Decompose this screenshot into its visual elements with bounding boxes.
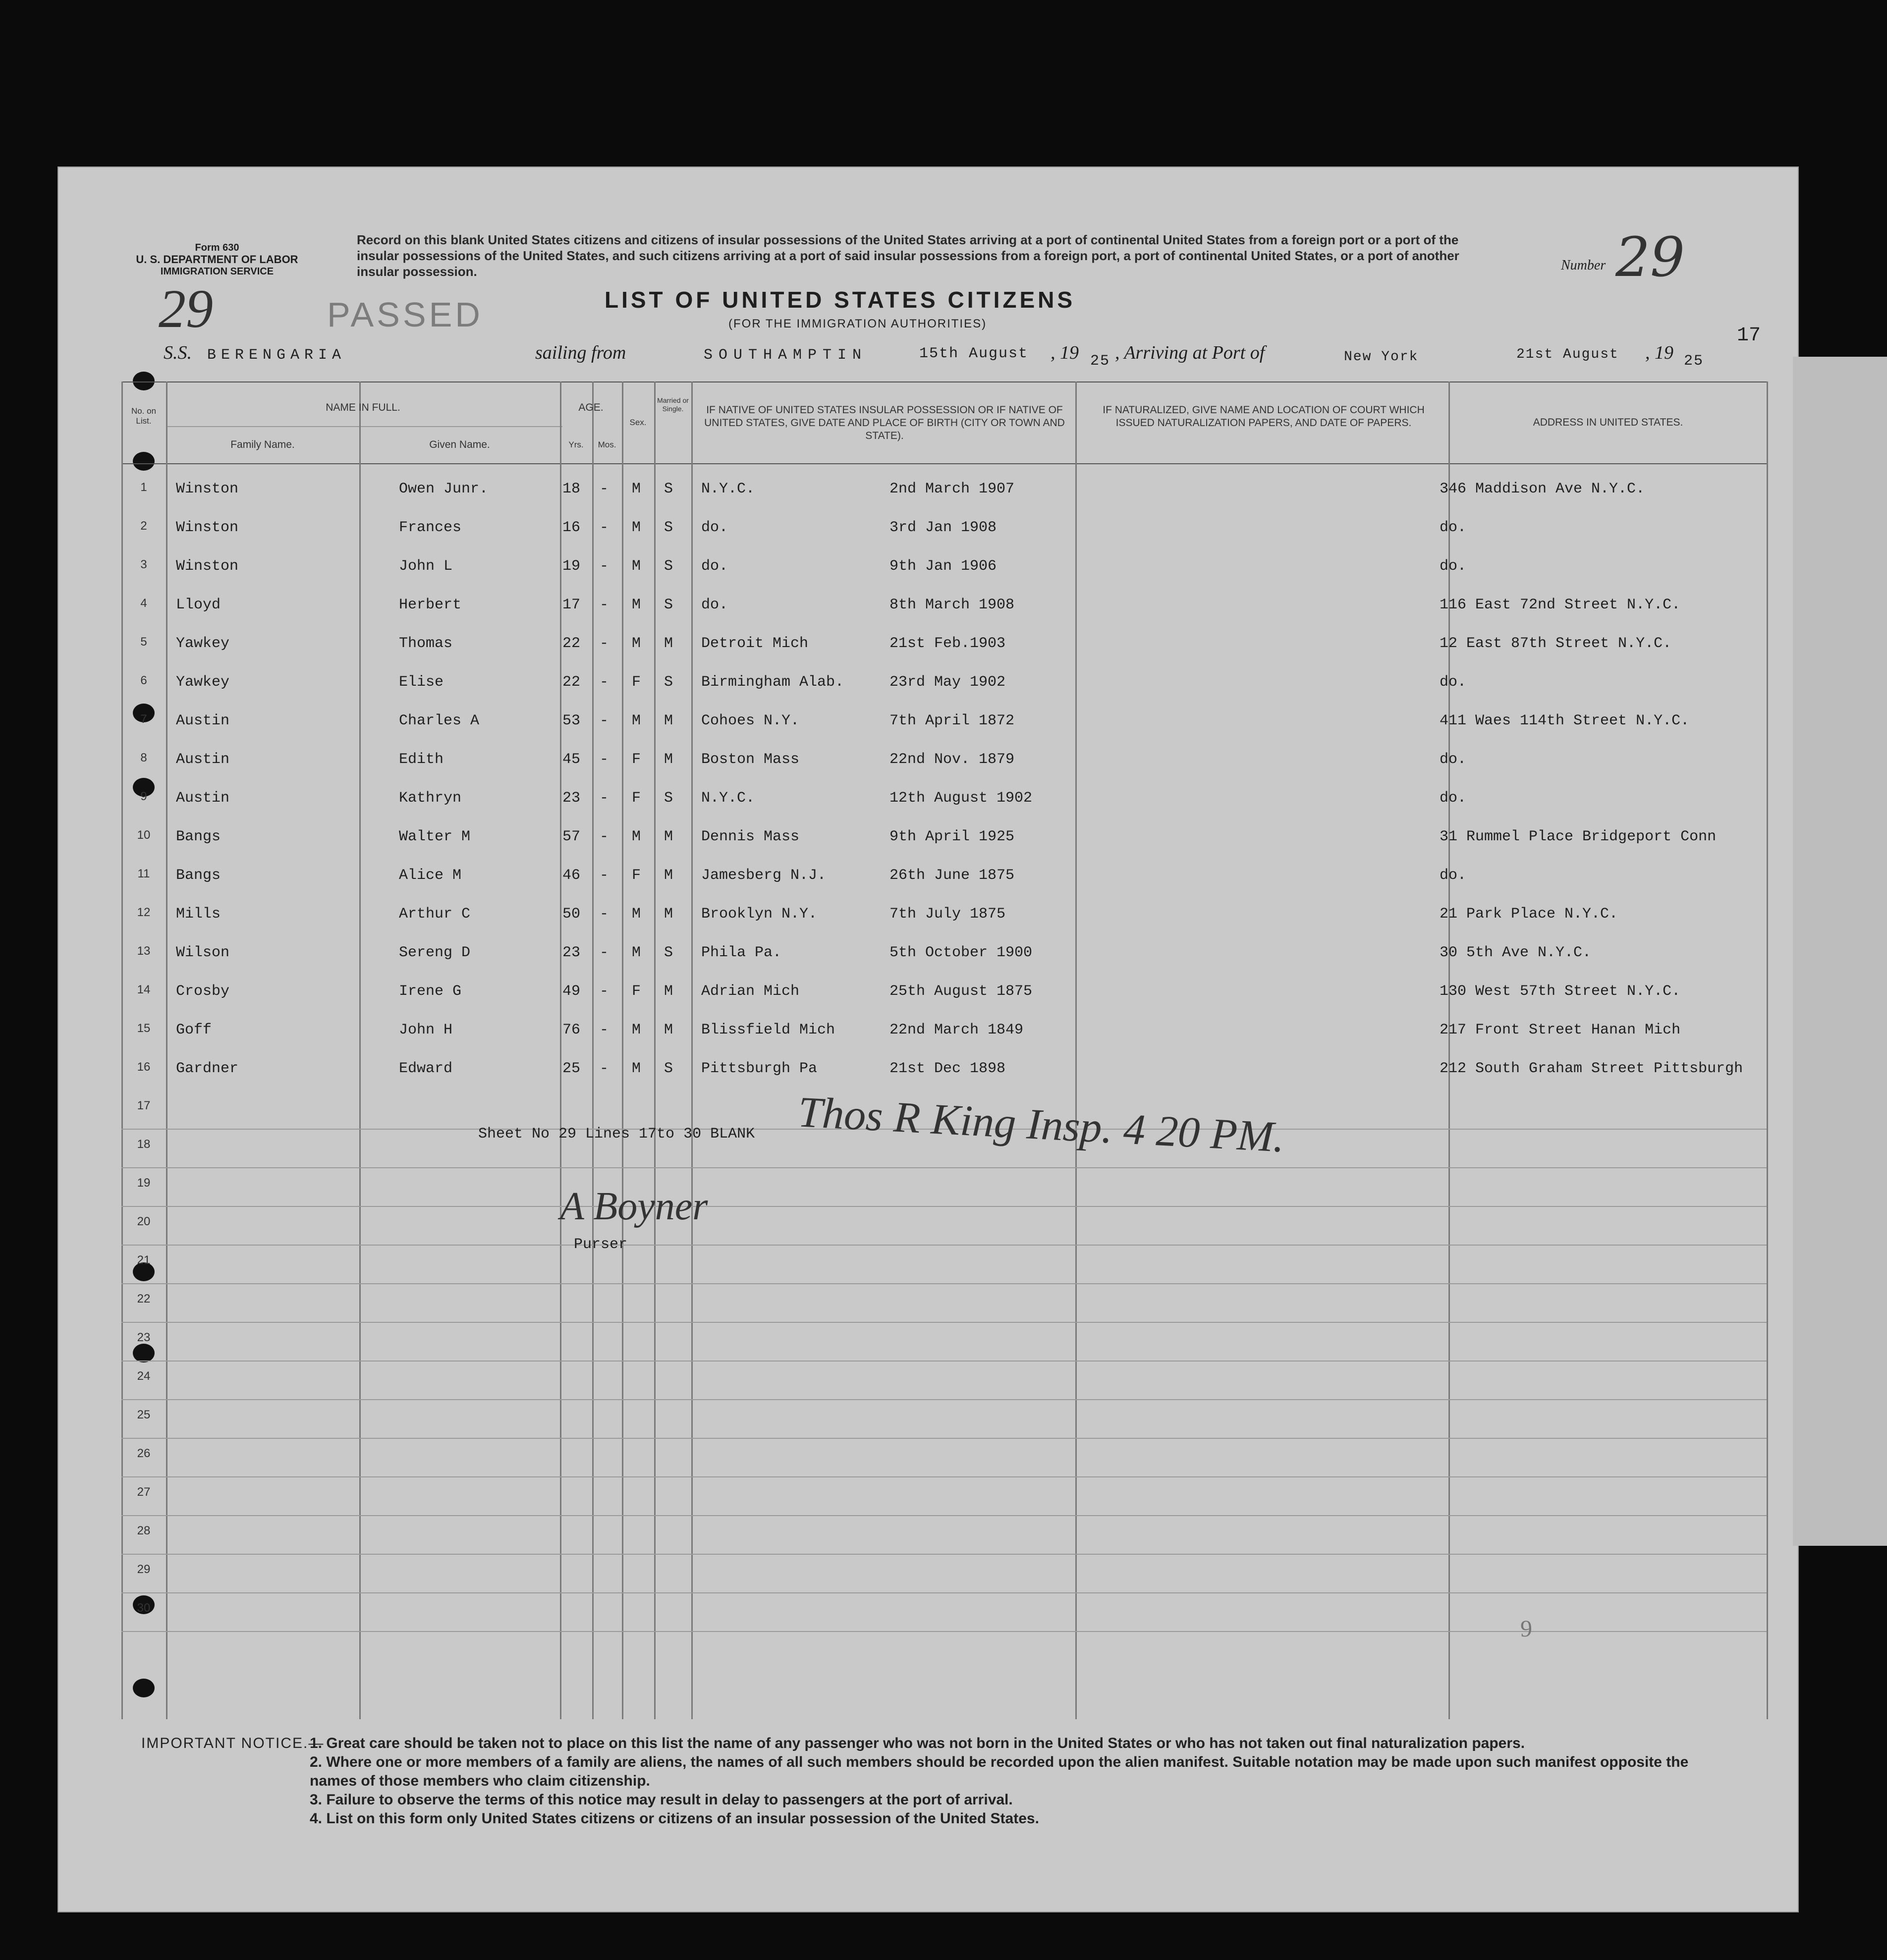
birth-date: 3rd Jan 1908 xyxy=(889,519,997,536)
age-months: - xyxy=(600,597,609,613)
blank-lines-note: Sheet No 29 Lines 17to 30 BLANK xyxy=(478,1126,755,1143)
form-identifier xyxy=(123,242,311,277)
blank-row xyxy=(121,1485,1767,1524)
family-name: Austin xyxy=(176,712,230,729)
us-address: do. xyxy=(1440,519,1467,536)
table-row xyxy=(121,867,1767,906)
marital-status: S xyxy=(664,519,673,536)
row-number: 21 xyxy=(137,1253,151,1267)
blank-row xyxy=(121,1563,1767,1601)
family-name: Winston xyxy=(176,558,239,575)
birth-date: 9th April 1925 xyxy=(889,828,1015,845)
family-name: Gardner xyxy=(176,1060,239,1077)
notice-item: 4. List on this form only United States citizens or citizens of an insular possession of the United States. xyxy=(310,1810,1039,1827)
family-name: Yawkey xyxy=(176,674,230,691)
sex: F xyxy=(632,790,641,807)
birth-date: 8th March 1908 xyxy=(889,597,1015,613)
ruled-line xyxy=(121,1554,1767,1555)
birth-place: Blissfield Mich xyxy=(701,1022,835,1038)
birth-date: 21st Dec 1898 xyxy=(889,1060,1006,1077)
birth-place: Birmingham Alab. xyxy=(701,674,844,691)
age-months: - xyxy=(600,828,609,845)
given-name: Elise xyxy=(399,674,444,691)
given-name: Arthur C xyxy=(399,906,471,923)
age-years: 53 xyxy=(562,712,581,729)
ruled-line xyxy=(121,1167,1767,1168)
family-name: Goff xyxy=(176,1022,212,1038)
age-years: 50 xyxy=(562,906,581,923)
family-name: Winston xyxy=(176,481,239,497)
row-number: 16 xyxy=(137,1060,151,1074)
sex: M xyxy=(632,558,641,575)
year-prefix-depart: , 19 xyxy=(1051,342,1079,363)
notice-item: 2. Where one or more members of a family are aliens, the names of all such members should be recorded upon the alien manifest. Suitable notation may be made upon such manifest opposite the names of those members who claim citizenship. xyxy=(310,1754,1689,1789)
family-name: Austin xyxy=(176,790,230,807)
birth-place: Pittsburgh Pa xyxy=(701,1060,818,1077)
age-years: 19 xyxy=(562,558,581,575)
age-years: 23 xyxy=(562,790,581,807)
blank-row xyxy=(121,1369,1767,1408)
row-number: 3 xyxy=(140,558,147,571)
ss-label: S.S. xyxy=(164,342,192,363)
row-number: 23 xyxy=(137,1331,151,1344)
ruled-line xyxy=(121,1283,1767,1284)
ruled-line xyxy=(121,1476,1767,1477)
family-name: Mills xyxy=(176,906,221,923)
sex: M xyxy=(632,1022,641,1038)
marital-status: M xyxy=(664,712,673,729)
family-name: Yawkey xyxy=(176,635,230,652)
birth-place: Detroit Mich xyxy=(701,635,809,652)
header-birth: IF NATIVE OF UNITED STATES INSULAR POSSESSION OR IF NATIVE OF UNITED STATES, GIVE DATE AND PLACE OF BIRTH (CITY OR TOWN AND STATE). xyxy=(704,404,1065,441)
birth-date: 7th April 1872 xyxy=(889,712,1015,729)
family-name: Bangs xyxy=(176,828,221,845)
ruled-line xyxy=(121,1399,1767,1400)
birth-date: 7th July 1875 xyxy=(889,906,1006,923)
table-row xyxy=(121,519,1767,558)
given-name: Charles A xyxy=(399,712,480,729)
birth-date: 26th June 1875 xyxy=(889,867,1015,884)
marital-status: S xyxy=(664,558,673,575)
row-number: 7 xyxy=(140,712,147,726)
port-to: New York xyxy=(1344,349,1419,365)
sex: M xyxy=(632,1060,641,1077)
form-number: Form 630 xyxy=(195,242,239,253)
us-address: 21 Park Place N.Y.C. xyxy=(1440,906,1618,923)
page-title: LIST OF UNITED STATES CITIZENS xyxy=(605,287,1076,313)
purser-label: Purser xyxy=(574,1236,628,1253)
given-name: Irene G xyxy=(399,983,462,1000)
us-address: 411 Waes 114th Street N.Y.C. xyxy=(1440,712,1690,729)
birth-date: 9th Jan 1906 xyxy=(889,558,997,575)
row-number: 4 xyxy=(140,597,147,610)
age-months: - xyxy=(600,790,609,807)
blank-row xyxy=(121,1331,1767,1369)
birth-place: N.Y.C. xyxy=(701,481,755,497)
row-number: 1 xyxy=(140,481,147,494)
year-prefix-arrive: , 19 xyxy=(1645,342,1673,363)
department: U. S. DEPARTMENT OF LABOR xyxy=(136,253,298,266)
inspector-note: Thos R King Insp. 4 20 PM. xyxy=(797,1088,1286,1162)
header-married-single: Married or Single. xyxy=(657,396,689,413)
marital-status: M xyxy=(664,983,673,1000)
age-months: - xyxy=(600,481,609,497)
depart-year: 25 xyxy=(1090,353,1110,370)
birth-date: 23rd May 1902 xyxy=(889,674,1006,691)
given-name: Thomas xyxy=(399,635,453,652)
header-yrs: Yrs. xyxy=(568,440,584,449)
important-notice xyxy=(141,1734,1727,1828)
table-row xyxy=(121,751,1767,790)
marital-status: S xyxy=(664,1060,673,1077)
age-years: 22 xyxy=(562,674,581,691)
sex: F xyxy=(632,674,641,691)
age-years: 46 xyxy=(562,867,581,884)
row-number: 17 xyxy=(137,1099,151,1112)
given-name: Frances xyxy=(399,519,462,536)
marital-status: S xyxy=(664,790,673,807)
given-name: John H xyxy=(399,1022,453,1038)
birth-place: do. xyxy=(701,519,728,536)
blank-row xyxy=(121,1215,1767,1253)
given-name: Sereng D xyxy=(399,944,471,961)
given-name: Edward xyxy=(399,1060,453,1077)
us-address: do. xyxy=(1440,751,1467,768)
age-months: - xyxy=(600,712,609,729)
marital-status: S xyxy=(664,597,673,613)
birth-date: 22nd March 1849 xyxy=(889,1022,1024,1038)
age-months: - xyxy=(600,674,609,691)
age-years: 49 xyxy=(562,983,581,1000)
marital-status: S xyxy=(664,481,673,497)
family-name: Lloyd xyxy=(176,597,221,613)
age-years: 45 xyxy=(562,751,581,768)
age-months: - xyxy=(600,1060,609,1077)
row-number: 10 xyxy=(137,828,151,842)
arriving-label: , Arriving at Port of xyxy=(1115,342,1265,363)
marital-status: M xyxy=(664,828,673,845)
row-number: 25 xyxy=(137,1408,151,1421)
faint-page-mark: 9 xyxy=(1520,1616,1532,1642)
handwritten-page-number: 29 xyxy=(159,278,213,339)
marital-status: M xyxy=(664,1022,673,1038)
us-address: 346 Maddison Ave N.Y.C. xyxy=(1440,481,1645,497)
row-number: 2 xyxy=(140,519,147,533)
table-row xyxy=(121,674,1767,712)
blank-row xyxy=(121,1601,1767,1640)
marital-status: M xyxy=(664,751,673,768)
age-years: 17 xyxy=(562,597,581,613)
birth-date: 21st Feb.1903 xyxy=(889,635,1006,652)
arrive-year: 25 xyxy=(1684,353,1704,370)
row-number: 24 xyxy=(137,1369,151,1383)
adjacent-page-edge xyxy=(1793,357,1887,1546)
row-number: 6 xyxy=(140,674,147,687)
table-row xyxy=(121,558,1767,597)
header-name-in-full: NAME IN FULL. xyxy=(326,402,400,413)
us-address: 212 South Graham Street Pittsburgh xyxy=(1440,1060,1743,1077)
age-years: 76 xyxy=(562,1022,581,1038)
age-years: 57 xyxy=(562,828,581,845)
age-months: - xyxy=(600,1022,609,1038)
table-row xyxy=(121,1060,1767,1099)
row-number: 27 xyxy=(137,1485,151,1499)
blank-row xyxy=(121,1447,1767,1485)
family-name: Bangs xyxy=(176,867,221,884)
us-address: do. xyxy=(1440,867,1467,884)
row-number: 15 xyxy=(137,1022,151,1035)
sex: M xyxy=(632,597,641,613)
passed-stamp: PASSED xyxy=(327,295,483,334)
given-name: Herbert xyxy=(399,597,462,613)
sex: M xyxy=(632,481,641,497)
us-address: 217 Front Street Hanan Mich xyxy=(1440,1022,1681,1038)
header-family-name: Family Name. xyxy=(230,439,295,450)
family-name: Wilson xyxy=(176,944,230,961)
depart-date: 15th August xyxy=(919,345,1029,362)
birth-place: Cohoes N.Y. xyxy=(701,712,800,729)
purser-signature: A Boyner xyxy=(560,1185,708,1228)
given-name: Edith xyxy=(399,751,444,768)
row-number: 11 xyxy=(137,867,150,880)
port-from: SOUTHAMPTIN xyxy=(704,347,868,364)
family-name: Crosby xyxy=(176,983,230,1000)
record-instructions: Record on this blank United States citizens and citizens of insular possessions of the United States arriving at a port of continental United States from a foreign port or a port of the insular possessions of the United States, and such citizens arriving at a port of said insular possessions from a foreign port, a port of continental United States, or a port of another insular possession. xyxy=(357,232,1459,279)
row-number: 13 xyxy=(137,944,151,958)
ruled-line xyxy=(121,1438,1767,1439)
passenger-table xyxy=(121,381,1767,1719)
us-address: 116 East 72nd Street N.Y.C. xyxy=(1440,597,1681,613)
birth-place: do. xyxy=(701,597,728,613)
header-address: ADDRESS IN UNITED STATES. xyxy=(1533,417,1683,428)
page-subtitle: (FOR THE IMMIGRATION AUTHORITIES) xyxy=(728,317,987,330)
birth-date: 12th August 1902 xyxy=(889,790,1033,807)
row-number: 22 xyxy=(137,1292,151,1306)
birth-date: 25th August 1875 xyxy=(889,983,1033,1000)
number-label: Number xyxy=(1561,258,1606,273)
arrive-date: 21st August xyxy=(1516,347,1619,362)
birth-date: 22nd Nov. 1879 xyxy=(889,751,1015,768)
row-number: 5 xyxy=(140,635,147,649)
marital-status: S xyxy=(664,944,673,961)
service: IMMIGRATION SERVICE xyxy=(160,266,274,277)
birth-place: Jamesberg N.J. xyxy=(701,867,827,884)
birth-place: Adrian Mich xyxy=(701,983,800,1000)
table-row xyxy=(121,983,1767,1022)
blank-row xyxy=(121,1292,1767,1331)
ruled-line xyxy=(121,1322,1767,1323)
sex: M xyxy=(632,828,641,845)
ship-name: BERENGARIA xyxy=(207,347,346,364)
given-name: Owen Junr. xyxy=(399,481,489,497)
sex: M xyxy=(632,712,641,729)
notice-label: IMPORTANT NOTICE.— xyxy=(141,1735,325,1751)
header-naturalized: IF NATURALIZED, GIVE NAME AND LOCATION OF COURT WHICH ISSUED NATURALIZATION PAPERS, AND DATE OF PAPERS. xyxy=(1103,404,1425,429)
age-years: 23 xyxy=(562,944,581,961)
table-row xyxy=(121,944,1767,983)
birth-date: 2nd March 1907 xyxy=(889,481,1015,497)
age-years: 25 xyxy=(562,1060,581,1077)
row-number: 30 xyxy=(137,1601,151,1615)
marital-status: M xyxy=(664,635,673,652)
us-address: do. xyxy=(1440,674,1467,691)
us-address: 12 East 87th Street N.Y.C. xyxy=(1440,635,1672,652)
given-name: Walter M xyxy=(399,828,471,845)
age-years: 16 xyxy=(562,519,581,536)
notice-item: 1. Great care should be taken not to place on this list the name of any passenger who was not born in the United States or who has not taken out final naturalization papers. xyxy=(310,1735,1525,1751)
age-months: - xyxy=(600,906,609,923)
row-number: 18 xyxy=(137,1138,151,1151)
birth-place: do. xyxy=(701,558,728,575)
row-number: 26 xyxy=(137,1447,151,1460)
blank-row xyxy=(121,1176,1767,1215)
family-name: Winston xyxy=(176,519,239,536)
birth-place: Phila Pa. xyxy=(701,944,782,961)
ruled-line xyxy=(121,1592,1767,1593)
age-months: - xyxy=(600,944,609,961)
row-number: 14 xyxy=(137,983,151,996)
header-given-name: Given Name. xyxy=(429,439,490,450)
age-years: 22 xyxy=(562,635,581,652)
header-mos: Mos. xyxy=(598,440,616,449)
age-months: - xyxy=(600,751,609,768)
row-number: 8 xyxy=(140,751,147,764)
sex: M xyxy=(632,635,641,652)
given-name: Alice M xyxy=(399,867,462,884)
blank-row xyxy=(121,1524,1767,1563)
notice-item: 3. Failure to observe the terms of this notice may result in delay to passengers at the port of arrival. xyxy=(310,1792,1013,1808)
us-address: 130 West 57th Street N.Y.C. xyxy=(1440,983,1681,1000)
family-name: Austin xyxy=(176,751,230,768)
birth-place: Brooklyn N.Y. xyxy=(701,906,818,923)
us-address: 31 Rummel Place Bridgeport Conn xyxy=(1440,828,1717,845)
table-row xyxy=(121,1022,1767,1060)
blank-row xyxy=(121,1253,1767,1292)
table-row xyxy=(121,828,1767,867)
given-name: Kathryn xyxy=(399,790,462,807)
table-row xyxy=(121,712,1767,751)
row-number: 19 xyxy=(137,1176,151,1190)
header-no-on-list: No. on List. xyxy=(131,406,157,426)
birth-place: Boston Mass xyxy=(701,751,800,768)
marital-status: M xyxy=(664,906,673,923)
sailing-from-label: sailing from xyxy=(535,342,626,363)
ruled-line xyxy=(121,1631,1767,1632)
us-address: do. xyxy=(1440,790,1467,807)
birth-place: Dennis Mass xyxy=(701,828,800,845)
header-sex: Sex. xyxy=(629,418,647,427)
ruled-line xyxy=(121,1515,1767,1516)
table-row xyxy=(121,597,1767,635)
birth-place: N.Y.C. xyxy=(701,790,755,807)
ruled-line xyxy=(121,1245,1767,1246)
marital-status: S xyxy=(664,674,673,691)
page-corner-number: 17 xyxy=(1737,325,1761,347)
table-row xyxy=(121,481,1767,519)
blank-row xyxy=(121,1408,1767,1447)
table-row xyxy=(121,906,1767,944)
marital-status: M xyxy=(664,867,673,884)
given-name: John L xyxy=(399,558,453,575)
us-address: 30 5th Ave N.Y.C. xyxy=(1440,944,1592,961)
sex: M xyxy=(632,906,641,923)
row-number: 20 xyxy=(137,1215,151,1228)
age-years: 18 xyxy=(562,481,581,497)
sex: F xyxy=(632,983,641,1000)
header-age: AGE. xyxy=(578,402,604,413)
birth-date: 5th October 1900 xyxy=(889,944,1033,961)
row-number: 29 xyxy=(137,1563,151,1576)
ruled-line xyxy=(121,1206,1767,1207)
row-number: 9 xyxy=(140,790,147,803)
table-row xyxy=(121,790,1767,828)
sex: M xyxy=(632,944,641,961)
row-number: 28 xyxy=(137,1524,151,1537)
age-months: - xyxy=(600,558,609,575)
sex: F xyxy=(632,751,641,768)
age-months: - xyxy=(600,983,609,1000)
sex: F xyxy=(632,867,641,884)
age-months: - xyxy=(600,867,609,884)
age-months: - xyxy=(600,519,609,536)
age-months: - xyxy=(600,635,609,652)
us-address: do. xyxy=(1440,558,1467,575)
sex: M xyxy=(632,519,641,536)
number-handwritten: 29 xyxy=(1615,225,1685,289)
row-number: 12 xyxy=(137,906,151,919)
table-row xyxy=(121,635,1767,674)
